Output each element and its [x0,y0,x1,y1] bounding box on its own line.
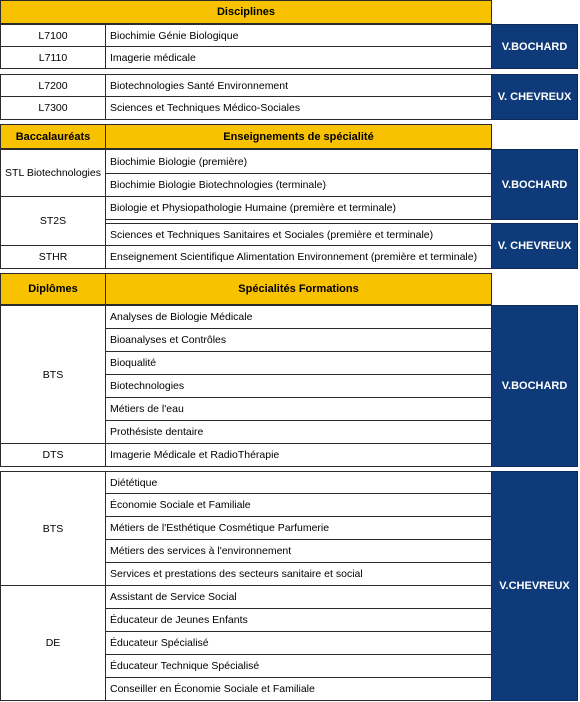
specialite-row: Enseignement Scientifique Alimentation Environnement (première et terminale) [105,245,492,269]
diplomes-header: Diplômes [0,273,106,305]
specialite-row: Biologie et Physiopathologie Humaine (première et terminale) [105,196,492,220]
contact-badge-chevreux: V. CHEVREUX [491,223,578,269]
contact-badge-chevreux: V.CHEVREUX [491,471,578,701]
diploma-group-label: DTS [0,443,106,467]
formation-row: Analyses de Biologie Médicale [105,305,492,329]
discipline-code: L7300 [0,96,106,120]
formation-row: Métiers de l'eau [105,397,492,421]
formation-row: Bioanalyses et Contrôles [105,328,492,352]
contact-badge-bochard: V.BOCHARD [491,305,578,467]
formation-row: Biotechnologies [105,374,492,398]
discipline-label: Imagerie médicale [105,46,492,69]
diploma-group-label: DE [0,585,106,701]
formation-row: Imagerie Médicale et RadioThérapie [105,443,492,467]
disciplines-header: Disciplines [0,0,492,24]
discipline-code: L7200 [0,74,106,97]
formation-row: Économie Sociale et Familiale [105,493,492,517]
formation-row: Éducateur de Jeunes Enfants [105,608,492,632]
bac-group-label: STL Biotechnologies [0,149,106,197]
discipline-code: L7110 [0,46,106,69]
specialite-row: Sciences et Techniques Sanitaires et Sociales (première et terminale) [105,223,492,246]
contact-badge-chevreux: V. CHEVREUX [491,74,578,120]
formation-row: Assistant de Service Social [105,585,492,609]
formation-row: Conseiller en Économie Sociale et Familiale [105,677,492,701]
discipline-label: Biochimie Génie Biologique [105,24,492,47]
discipline-label: Sciences et Techniques Médico-Sociales [105,96,492,120]
enseignements-header: Enseignements de spécialité [105,124,492,149]
diploma-group-label: BTS [0,305,106,444]
formation-row: Éducateur Spécialisé [105,631,492,655]
bac-group-label: STHR [0,245,106,269]
contact-badge-bochard: V.BOCHARD [491,149,578,220]
formation-row: Bioqualité [105,351,492,375]
formation-row: Diététique [105,471,492,494]
discipline-code: L7100 [0,24,106,47]
specialite-row: Biochimie Biologie (première) [105,149,492,174]
formations-header: Spécialités Formations [105,273,492,305]
formation-row: Services et prestations des secteurs sanitaire et social [105,562,492,586]
baccalaureats-header: Baccalauréats [0,124,106,149]
bac-group-label: ST2S [0,196,106,246]
formation-row: Prothésiste dentaire [105,420,492,444]
diploma-group-label: BTS [0,471,106,586]
specialite-row: Biochimie Biologie Biotechnologies (terminale) [105,173,492,197]
contact-badge-bochard: V.BOCHARD [491,24,578,69]
formation-row: Éducateur Technique Spécialisé [105,654,492,678]
formation-row: Métiers des services à l'environnement [105,539,492,563]
discipline-label: Biotechnologies Santé Environnement [105,74,492,97]
formation-row: Métiers de l'Esthétique Cosmétique Parfumerie [105,516,492,540]
